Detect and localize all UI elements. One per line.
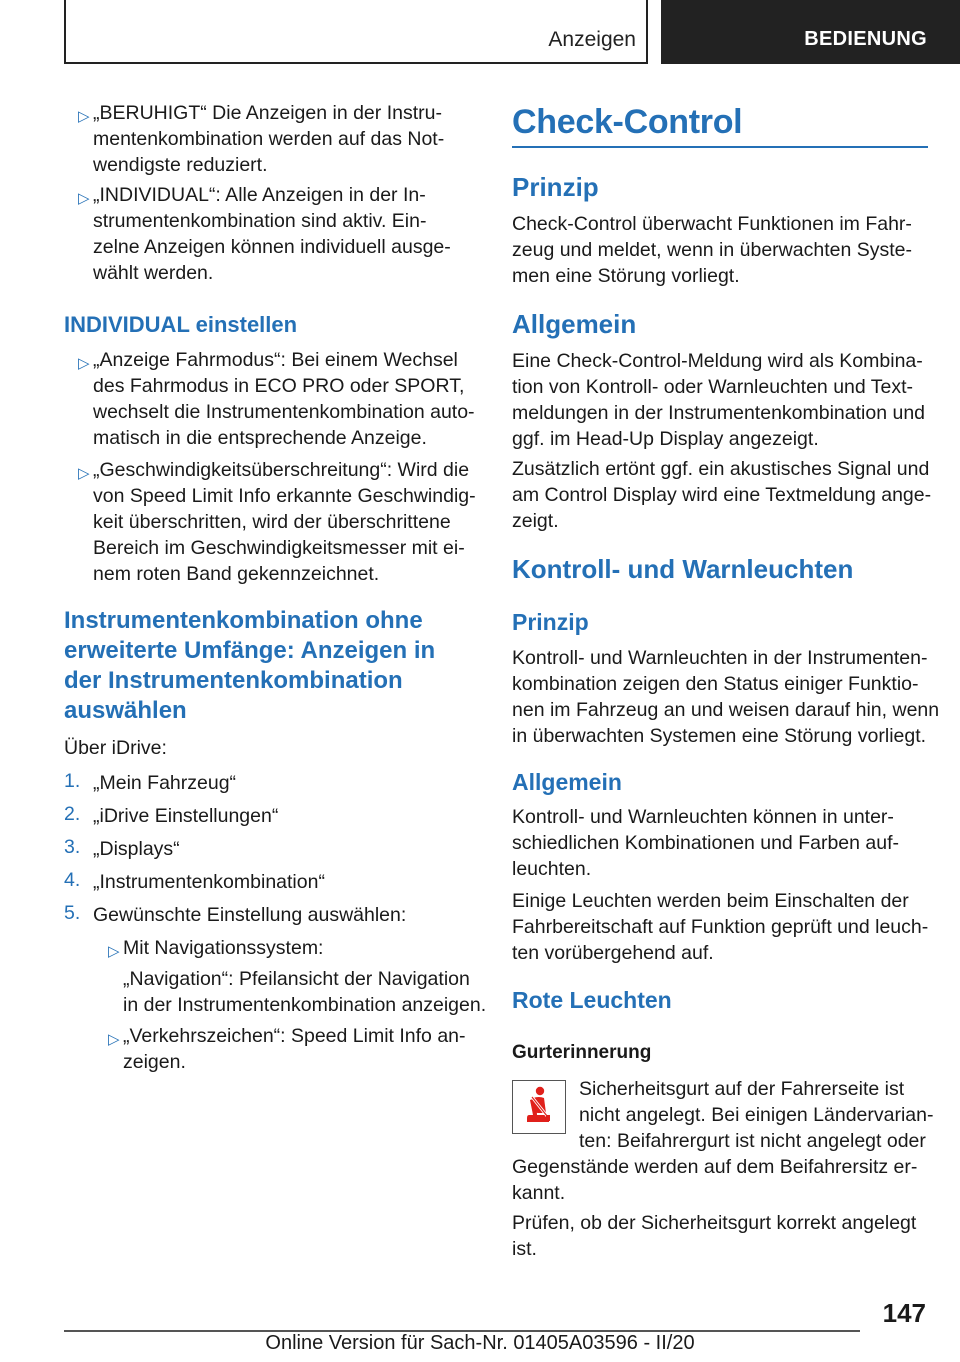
title-rule (512, 146, 928, 148)
para-line: Einige Leuchten werden beim Einschalten der (512, 890, 909, 912)
header-tab-label: BEDIENUNG (804, 28, 927, 50)
bullet-line: wechselt die Instrumentenkombination auto- (93, 401, 475, 423)
section-heading-line: auswählen (64, 697, 187, 724)
triangle-bullet-icon: ▷ (78, 190, 90, 207)
prinzip2-heading: Prinzip (512, 609, 589, 635)
page-number: 147 (882, 1298, 926, 1328)
para-line: Kontroll- und Warnleuchten in der Instrumenten- (512, 647, 928, 669)
bullet-line: nem roten Band gekennzeichnet. (93, 563, 380, 585)
para-line: Prüfen, ob der Sicherheitsgurt korrekt angelegt (512, 1212, 917, 1234)
para-line: ist. (512, 1238, 537, 1260)
header-section-title: Anzeigen (548, 28, 636, 51)
step-text: „Instrumentenkombination“ (93, 871, 325, 893)
nav-detail-line: in der Instrumentenkombination anzeigen. (123, 994, 487, 1016)
triangle-bullet-icon: ▷ (108, 943, 120, 960)
bullet-line: zelne Anzeigen können individuell ausge- (93, 236, 451, 258)
gurt-label: Gurterinnerung (512, 1042, 652, 1063)
bullet-line: „INDIVIDUAL“: Alle Anzeigen in der In- (93, 184, 426, 206)
kontroll-heading: Kontroll- und Warnleuchten (512, 554, 854, 584)
para-line: zeigt. (512, 510, 559, 532)
allgemein-heading: Allgemein (512, 309, 637, 339)
bullet-line: „BERUHIGT“ Die Anzeigen in der Instru- (93, 102, 442, 124)
step-number: 4. (64, 869, 81, 891)
individual-heading: INDIVIDUAL einstellen (64, 312, 298, 337)
triangle-bullet-icon: ▷ (78, 465, 90, 482)
bullet-line: „Geschwindigkeitsüberschreitung“: Wird die (93, 459, 470, 481)
intro-text: Über iDrive: (64, 737, 167, 759)
bullet-line: Bereich im Geschwindigkeitsmesser mit ei- (93, 537, 465, 559)
step-number: 2. (64, 803, 81, 825)
bullet-line: wählt werden. (93, 262, 214, 284)
page-title: Check-Control (512, 103, 743, 141)
footer-text: Online Version für Sach-Nr. 01405A03596 - II/20 (265, 1332, 695, 1354)
bullet-line: keit überschritten, wird der überschrittene (93, 511, 451, 533)
rote-leuchten-heading: Rote Leuchten (512, 987, 672, 1013)
para-line: Fahrbereitschaft auf Funktion geprüft und leuch- (512, 916, 929, 938)
step-number: 3. (64, 836, 81, 858)
seatbelt-warning-icon-graphic (513, 1081, 564, 1132)
para-line: in überwachten Systemen eine Störung vorliegt. (512, 725, 927, 747)
para-line: kannt. (512, 1182, 566, 1204)
nav-detail-line: „Navigation“: Pfeilansicht der Navigation (123, 968, 470, 990)
para-line: tion von Kontroll- oder Warnleuchten und Text- (512, 376, 914, 398)
sub-bullet-line: Mit Navigationssystem: (123, 937, 324, 959)
triangle-bullet-icon: ▷ (78, 108, 90, 125)
bullet-line: wendigste reduziert. (93, 154, 268, 176)
bullet-line: von Speed Limit Info erkannte Geschwindig- (93, 485, 476, 507)
para-line: nen im Fahrzeug an und weisen darauf hin, wenn (512, 699, 940, 721)
section-heading-line: erweiterte Umfänge: Anzeigen in (64, 637, 436, 664)
para-line: Gegenstände werden auf dem Beifahrersitz er- (512, 1156, 918, 1178)
section-heading-line: der Instrumentenkombination (64, 667, 403, 694)
bullet-line: mentenkombination werden auf das Not- (93, 128, 445, 150)
sub-bullet-line: „Verkehrszeichen“: Speed Limit Info an- (123, 1025, 466, 1047)
para-line: ten vorübergehend auf. (512, 942, 714, 964)
para-line: zeug und meldet, wenn in überwachten Syste- (512, 239, 912, 261)
para-line: schiedlichen Kombinationen und Farben auf- (512, 832, 900, 854)
bullet-line: matisch in die entsprechende Anzeige. (93, 427, 427, 449)
para-line: leuchten. (512, 858, 592, 880)
sub-bullet-line: zeigen. (123, 1051, 186, 1073)
allgemein2-heading: Allgemein (512, 769, 622, 795)
step-text: „Displays“ (93, 838, 180, 860)
bullet-line: „Anzeige Fahrmodus“: Bei einem Wechsel (93, 349, 458, 371)
para-line: Check-Control überwacht Funktionen im Fahr- (512, 213, 912, 235)
para-line: Zusätzlich ertönt ggf. ein akustisches Signal und (512, 458, 930, 480)
para-line: am Control Display wird eine Textmeldung ange- (512, 484, 932, 506)
seatbelt-warning-icon (512, 1080, 566, 1134)
step-number: 1. (64, 770, 81, 792)
para-line: ggf. im Head-Up Display angezeigt. (512, 428, 819, 450)
para-line: kombination zeigen den Status einiger Funktio- (512, 673, 919, 695)
section-heading-line: Instrumentenkombination ohne (64, 607, 423, 634)
para-line: Kontroll- und Warnleuchten können in unter- (512, 806, 894, 828)
para-line: Sicherheitsgurt auf der Fahrerseite ist (579, 1078, 905, 1100)
header-tab (661, 0, 960, 64)
bullet-line: des Fahrmodus in ECO PRO oder SPORT, (93, 375, 465, 397)
para-line: meldungen in der Instrumentenkombination und (512, 402, 926, 424)
prinzip-heading: Prinzip (512, 172, 599, 202)
para-line: men eine Störung vorliegt. (512, 265, 740, 287)
triangle-bullet-icon: ▷ (108, 1031, 120, 1048)
step-text: Gewünschte Einstellung auswählen: (93, 904, 407, 926)
bullet-line: strumentenkombination sind aktiv. Ein- (93, 210, 427, 232)
para-line: ten: Beifahrergurt ist nicht angelegt oder (579, 1130, 926, 1152)
step-text: „iDrive Einstellungen“ (93, 805, 279, 827)
step-number: 5. (64, 902, 81, 924)
step-text: „Mein Fahrzeug“ (93, 772, 237, 794)
triangle-bullet-icon: ▷ (78, 355, 90, 372)
para-line: Eine Check-Control-Meldung wird als Kombina- (512, 350, 923, 372)
para-line: nicht angelegt. Bei einigen Ländervarian- (579, 1104, 934, 1126)
